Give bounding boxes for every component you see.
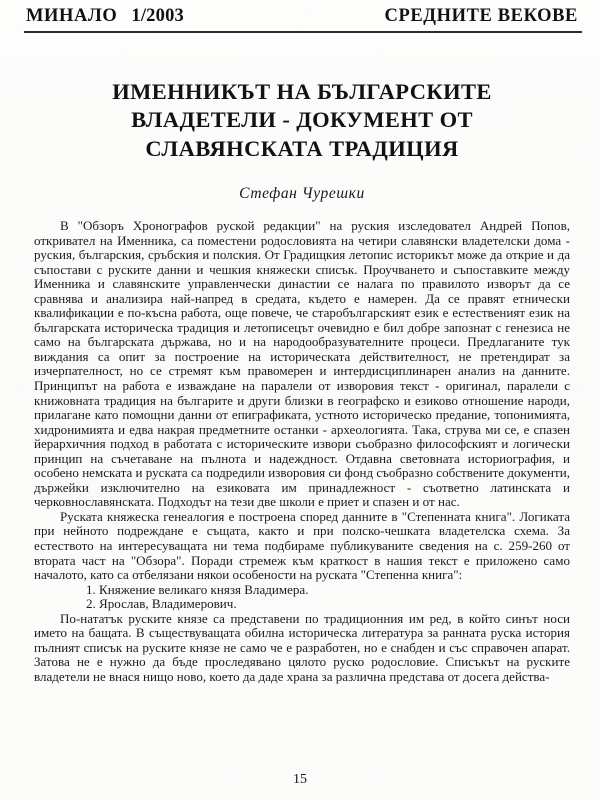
running-head-left: [26, 6, 184, 27]
page-number: 15: [293, 772, 307, 787]
journal-name: МИНАЛО: [26, 6, 118, 26]
issue-number: 1/2003: [131, 6, 184, 26]
body-paragraph: Руската княжеска генеалогия е построена според данните в "Степенната книга". Логиката при нейното подреждане е същата, както и при полско-чешката владетелска схема. За естеството на интересуващата ни тема подбираме публикуваните сведения на с. 259-260 от втората част на "Обзора". Поради стремеж към краткост в нашия текст е приложено само началото, като са отбелязани някои особености на руската "Степенна книга":: [34, 508, 570, 583]
list-item: 2. Ярослав, Владимерович.: [86, 596, 237, 612]
title-block: [40, 78, 564, 203]
list-item: 1. Княжение великаго князя Владимера.: [86, 581, 309, 597]
header-divider: [24, 31, 582, 33]
article-title: ИМЕННИКЪТ НА БЪЛГАРСКИТЕ ВЛАДЕТЕЛИ - ДОКУМЕНТ ОТ СЛАВЯНСКАТА ТРАДИЦИЯ: [112, 79, 492, 161]
body-paragraph: В "Обзоръ Хронографов руской редакции" на руския изследовател Андрей Попов, откривател на Именника, са поместени родословията на четири славянски владетелски дома - руския, българския, сръбския и полския. От Градищкия летопис историкът може да открие и да съпостави с руските данни и чешкия княжески списък. Проучването и съпоставките между Именника и славянските управленчески династии се налага по правилото изворът да се сравнява и анализира най-напред в средата, където е намерен. Да се правят етнически квалификации е по-късна работа, още повече, че старобългарският език е естественият език на българската историческа традиция и летописецът очевидно е бил добре запознат с генезиса не само на българската държава, но и на народообразувателните процеси. Предлаганите тук виждания са опит за построение на историческата действителност, не претендират за изчерпателност, но се стремят към правомерен и интердисциплинарен анализ на данните. Принципът на работа е изваждане на паралели от изворовия текст - оригинал, паралели с книжовната традиция на българите и други близки в географско и езиково отношение народи, прилагане като помощни данни от епиграфиката, устното историческо предание, топонимията, хидронимията и едва накрая предметните останки - археологията. Така, струва ми се, е спазен йерархичния подход в работата с историческите извори съобразно философският и логически принцип на съчетаване на пълнота и надеждност. Отдавна световната историография, и особено немската и руската са подредили изворовия си фонд съобразно собствените документи, държейки изключително на езиковата им принадлежност - съответно латинската и черковнославянската. Подходът на тези две школи е приет и спазен и от нас.: [34, 218, 570, 510]
author-byline: Стефан Чурешки: [239, 185, 365, 203]
article-body: [34, 219, 570, 685]
running-head: [26, 6, 578, 27]
body-paragraph: По-нататък руските князе са представени по традиционния им ред, в който синът носи името на бащата. В съществуващата обилна историческа литература за ранната руска история пълният списък на руските князе не само че е разработен, но е снабден и със справочен апарат. Затова не е нужно да бъде проследявано цялото руско родословие. Списъкът на руските владетели не внася нищо ново, което да даде храна за различна представа от досега действа-: [34, 610, 570, 684]
section-name: СРЕДНИТЕ ВЕКОВЕ: [384, 6, 578, 26]
